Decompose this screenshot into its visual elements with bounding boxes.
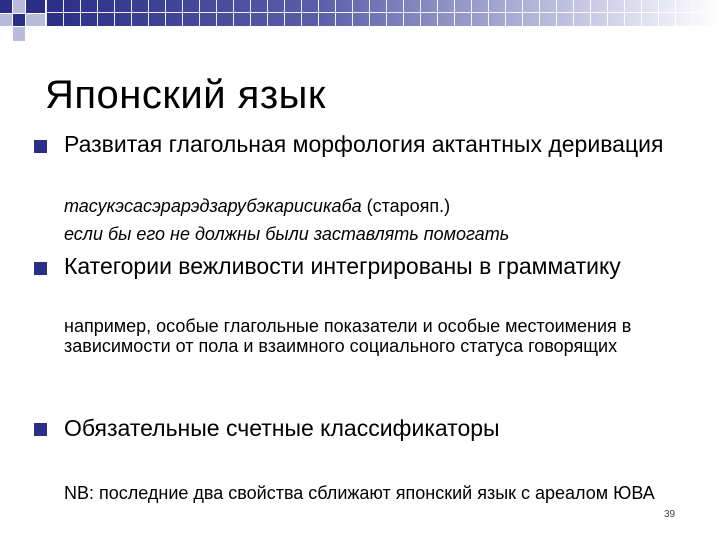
example-line <box>64 196 684 216</box>
page-number: 39 <box>664 509 676 520</box>
square-bullet-icon <box>34 140 47 153</box>
header-grid-lines-horizontal <box>46 0 720 26</box>
slide-title: Японский язык <box>45 73 326 117</box>
bullet-note: NB: последние два свойства сближают японский язык с ареалом ЮВА <box>64 483 655 503</box>
example-note: (старояп.) <box>361 196 451 216</box>
bullet-note: например, особые глагольные показатели и особые местоимения в зависимости от пола и взаимного социального статуса говорящих <box>64 316 632 356</box>
square-bullet-icon <box>34 262 47 275</box>
bullet-text: Развитая глагольная морфология актантных деривация <box>64 131 664 157</box>
example-translation: если бы его не должны были заставлять помогать <box>64 224 510 244</box>
bullet-text: Категории вежливости интегрированы в грамматику <box>64 253 621 279</box>
square-bullet-icon <box>34 423 47 436</box>
example-word: тасукэсасэрарэдзарубэкарисикаба <box>64 196 362 216</box>
bullet-text: Обязательные счетные классификаторы <box>64 415 500 441</box>
header-checker-decoration <box>0 0 46 44</box>
